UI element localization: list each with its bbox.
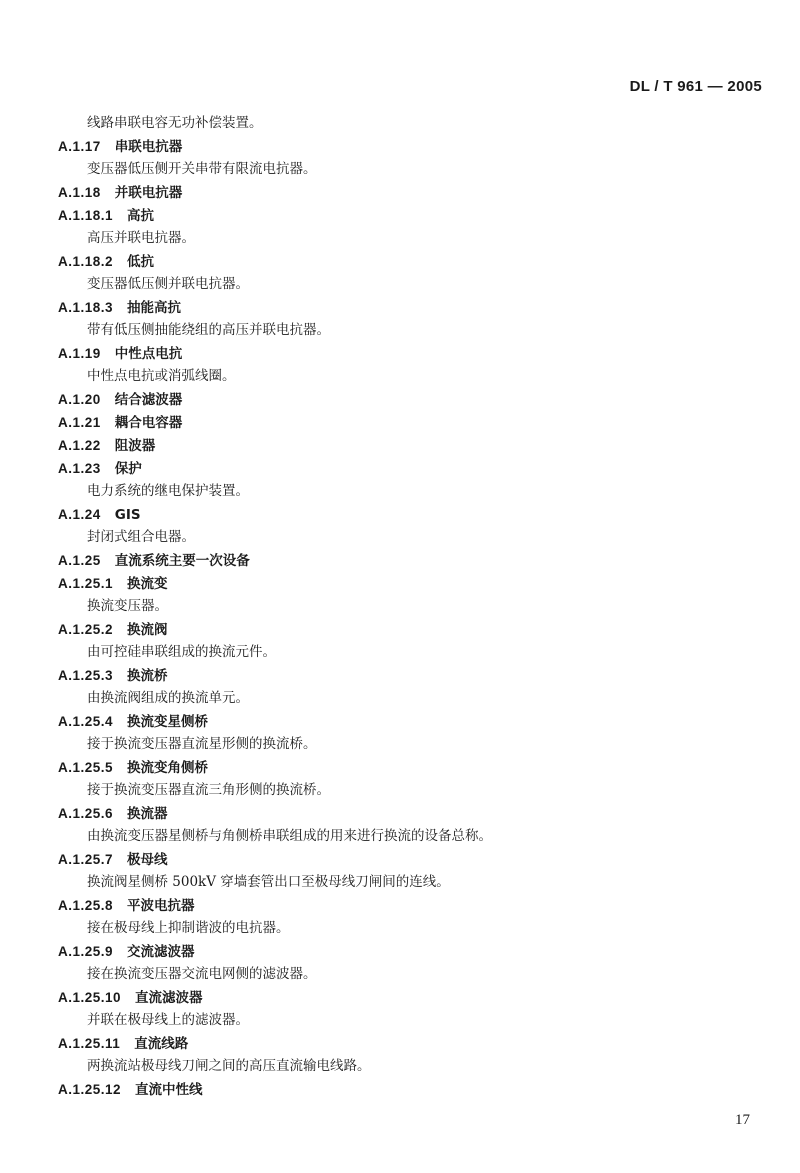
section-number: A.1.25 — [58, 553, 101, 568]
definition-text: 由换流阀组成的换流单元。 — [87, 690, 249, 706]
section-title: 极母线 — [127, 852, 168, 868]
section-number: A.1.25.3 — [58, 668, 114, 683]
section-number: A.1.25.2 — [58, 622, 114, 637]
section-title: 换流变角侧桥 — [127, 760, 209, 776]
section-heading — [58, 549, 778, 572]
section-title: 交流滤波器 — [127, 944, 195, 960]
definition-text: 线路串联电容无功补偿装置。 — [87, 115, 263, 131]
section-title: 换流桥 — [127, 668, 168, 684]
section-heading — [58, 388, 778, 411]
section-heading — [58, 411, 778, 434]
section-title: 抽能高抗 — [127, 300, 182, 316]
section-number: A.1.24 — [58, 507, 101, 522]
definition-text: 接于换流变压器直流三角形侧的换流桥。 — [87, 782, 330, 798]
section-title: 换流变 — [127, 576, 168, 592]
section-number: A.1.23 — [58, 461, 101, 476]
section-number: A.1.17 — [58, 139, 101, 154]
definition-text: 封闭式组合电器。 — [87, 529, 195, 545]
section-number: A.1.20 — [58, 392, 101, 407]
section-title: 阻波器 — [114, 438, 156, 454]
section-number: A.1.25.9 — [58, 944, 114, 959]
section-title: 高抗 — [127, 208, 155, 224]
section-heading — [58, 848, 778, 871]
section-heading — [58, 434, 778, 457]
section-title: 直流滤波器 — [135, 990, 203, 1006]
section-heading — [58, 1032, 778, 1055]
section-heading — [58, 503, 778, 526]
section-heading — [58, 1078, 778, 1101]
standard-code-header: DL / T 961 — 2005 — [629, 78, 762, 95]
section-number: A.1.25.5 — [58, 760, 114, 775]
section-title: 直流系统主要一次设备 — [114, 553, 250, 569]
section-number: A.1.25.6 — [58, 806, 114, 821]
definition-text: 变压器低压侧开关串带有限流电抗器。 — [87, 161, 317, 177]
section-title: 换流变星侧桥 — [127, 714, 209, 730]
section-title: 直流中性线 — [135, 1082, 203, 1098]
section-heading — [58, 986, 778, 1009]
section-number: A.1.25.11 — [58, 1036, 121, 1051]
section-title: 换流阀 — [127, 622, 168, 638]
section-number: A.1.18.1 — [58, 208, 114, 223]
definition-text: 由可控硅串联组成的换流元件。 — [87, 644, 276, 660]
section-number: A.1.19 — [58, 346, 101, 361]
definition-text: 电力系统的继电保护装置。 — [87, 483, 249, 499]
section-title: 中性点电抗 — [114, 346, 183, 362]
definition-text: 由换流变压器星侧桥与角侧桥串联组成的用来进行换流的设备总称。 — [87, 828, 492, 844]
section-heading — [58, 296, 778, 319]
section-title: 直流线路 — [134, 1036, 189, 1052]
section-heading — [58, 204, 778, 227]
definition-text: 并联在极母线上的滤波器。 — [87, 1012, 249, 1028]
definition-text: 带有低压侧抽能绕组的高压并联电抗器。 — [87, 322, 330, 338]
section-number: A.1.21 — [58, 415, 101, 430]
section-heading — [58, 618, 778, 641]
section-number: A.1.22 — [58, 438, 101, 453]
definition-text: 高压并联电抗器。 — [87, 230, 195, 246]
section-number: A.1.25.4 — [58, 714, 114, 729]
section-title: 保护 — [114, 461, 142, 477]
section-heading — [58, 572, 778, 595]
definition-text: 接于换流变压器直流星形侧的换流桥。 — [87, 736, 317, 752]
section-number: A.1.18 — [58, 185, 101, 200]
section-title: 低抗 — [127, 254, 155, 270]
section-heading — [58, 802, 778, 825]
section-heading — [58, 135, 778, 158]
section-title: 换流器 — [127, 806, 168, 822]
section-title: GIS — [114, 507, 141, 523]
section-number: A.1.18.2 — [58, 254, 114, 269]
section-title: 结合滤波器 — [114, 392, 183, 408]
section-title: 串联电抗器 — [114, 139, 183, 155]
section-heading — [58, 940, 778, 963]
definition-text: 中性点电抗或消弧线圈。 — [87, 368, 236, 384]
section-title: 并联电抗器 — [114, 185, 183, 201]
section-number: A.1.25.12 — [58, 1082, 122, 1097]
section-number: A.1.25.8 — [58, 898, 114, 913]
section-number: A.1.25.7 — [58, 852, 114, 867]
section-heading — [58, 250, 778, 273]
document-body — [58, 112, 778, 1101]
section-title: 耦合电容器 — [114, 415, 183, 431]
definition-text: 两换流站极母线刀闸之间的高压直流输电线路。 — [87, 1058, 371, 1074]
section-heading — [58, 710, 778, 733]
definition-text: 换流变压器。 — [87, 598, 168, 614]
page-number: 17 — [735, 1112, 750, 1128]
section-heading — [58, 894, 778, 917]
section-heading — [58, 181, 778, 204]
section-number: A.1.25.1 — [58, 576, 114, 591]
definition-text: 接在换流变压器交流电网侧的滤波器。 — [87, 966, 317, 982]
definition-text: 接在极母线上抑制谐波的电抗器。 — [87, 920, 290, 936]
definition-text: 变压器低压侧并联电抗器。 — [87, 276, 249, 292]
definition-text: 换流阀星侧桥 500kV 穿墙套管出口至极母线刀闸间的连线。 — [87, 874, 450, 890]
section-number: A.1.18.3 — [58, 300, 114, 315]
section-heading — [58, 664, 778, 687]
section-heading — [58, 756, 778, 779]
section-title: 平波电抗器 — [127, 898, 195, 914]
section-heading — [58, 342, 778, 365]
section-number: A.1.25.10 — [58, 990, 122, 1005]
section-heading — [58, 457, 778, 480]
